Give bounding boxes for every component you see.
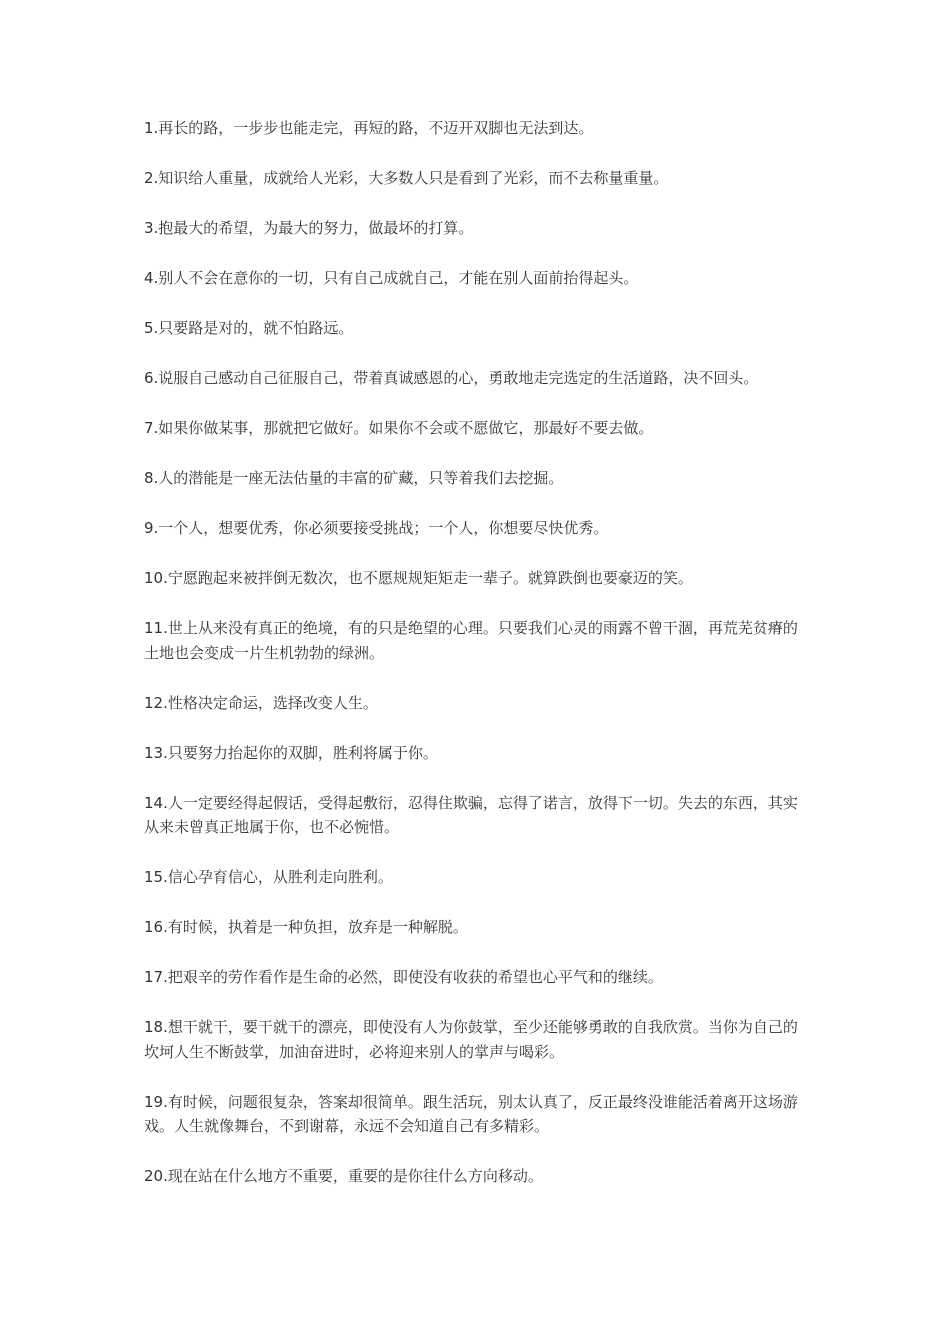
quote-item: 15.信心孕育信心，从胜利走向胜利。	[144, 868, 393, 886]
quote-item: 16.有时候，执着是一种负担，放弃是一种解脱。	[144, 918, 468, 936]
quote-item: 1.再长的路，一步步也能走完，再短的路，不迈开双脚也无法到达。	[144, 119, 594, 137]
quote-item: 6.说服自己感动自己征服自己，带着真诚感恩的心，勇敢地走完选定的生活道路，决不回头。	[144, 369, 759, 387]
quote-item: 3.抱最大的希望，为最大的努力，做最坏的打算。	[144, 219, 474, 237]
quote-item: 11.世上从来没有真正的绝境，有的只是绝望的心理。只要我们心灵的雨露不曾干涸，再荒芜贫瘠的土地也会变成一片生机勃勃的绿洲。	[144, 619, 798, 662]
quote-item: 10.宁愿跑起来被拌倒无数次，也不愿规规矩矩走一辈子。就算跌倒也要豪迈的笑。	[144, 569, 693, 587]
quote-item: 13.只要努力抬起你的双脚，胜利将属于你。	[144, 743, 438, 762]
quote-item: 17.把艰辛的劳作看作是生命的必然，即使没有收获的希望也心平气和的继续。	[144, 968, 663, 986]
quote-item: 2.知识给人重量，成就给人光彩，大多数人只是看到了光彩，而不去称量重量。	[144, 169, 669, 187]
quote-item: 4.别人不会在意你的一切，只有自己成就自己，才能在别人面前抬得起头。	[144, 269, 639, 287]
quote-list	[144, 116, 808, 1189]
quote-item: 7.如果你做某事，那就把它做好。如果你不会或不愿做它，那最好不要去做。	[144, 419, 654, 437]
quote-item: 5.只要路是对的，就不怕路远。	[144, 319, 354, 337]
quote-item: 20.现在站在什么地方不重要，重要的是你往什么方向移动。	[144, 1167, 543, 1185]
quote-item: 14.人一定要经得起假话，受得起敷衍，忍得住欺骗，忘得了诺言，放得下一切。失去的东西，其实从来未曾真正地属于你，也不必惋惜。	[144, 793, 798, 836]
quote-item: 19.有时候，问题很复杂，答案却很简单。跟生活玩，别太认真了，反正最终没谁能活着离开这场游戏。人生就像舞台，不到谢幕，永远不会知道自己有多精彩。	[144, 1092, 798, 1135]
quote-item: 18.想干就干，要干就干的漂亮，即使没有人为你鼓掌，至少还能够勇敢的自我欣赏。当你为自己的坎坷人生不断鼓掌，加油奋进时，必将迎来别人的掌声与喝彩。	[144, 1018, 798, 1061]
quote-item: 8.人的潜能是一座无法估量的丰富的矿藏，只等着我们去挖掘。	[144, 469, 564, 487]
quote-item: 12.性格决定命运，选择改变人生。	[144, 693, 378, 712]
quote-item: 9.一个人，想要优秀，你必须要接受挑战；一个人，你想要尽快优秀。	[144, 519, 609, 537]
